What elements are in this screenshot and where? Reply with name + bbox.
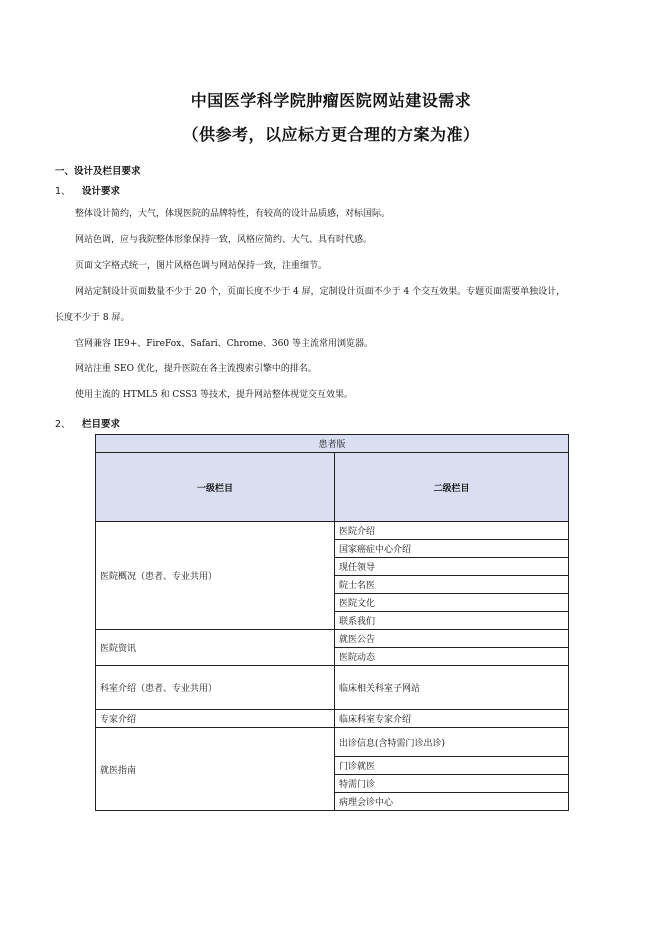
page-title: 中国医学科学院肿瘤医院网站建设需求	[190, 91, 472, 110]
subsection-title: 设计要求	[82, 186, 121, 197]
subsection-title: 栏目要求	[82, 419, 121, 430]
secondary-column-cell: 现任领导	[335, 558, 569, 576]
table-row	[96, 728, 569, 757]
column-table	[95, 434, 569, 811]
secondary-column-cell: 医院介绍	[335, 522, 569, 540]
paragraph: 官网兼容 IE9+、FireFox、Safari、Chrome、360 等主流常用浏览器。	[75, 339, 373, 349]
paragraph: 使用主流的 HTML5 和 CSS3 等技术，提升网站整体视觉交互效果。	[75, 390, 353, 400]
table-row	[96, 710, 569, 728]
paragraph: 网站色调，应与我院整体形象保持一致，风格应简约、大气、具有时代感。	[75, 235, 373, 245]
secondary-column-cell: 联系我们	[335, 612, 569, 630]
section-heading-design: 一、设计及栏目要求	[55, 166, 141, 177]
secondary-column-cell: 医院文化	[335, 594, 569, 612]
table-row	[96, 522, 569, 540]
secondary-column-cell: 国家癌症中心介绍	[335, 540, 569, 558]
secondary-column-cell: 临床相关科室子网站	[335, 666, 569, 710]
primary-column-cell: 科室介绍（患者、专业共用）	[96, 666, 335, 710]
table-row	[96, 630, 569, 648]
subsection-number: 2、	[55, 419, 71, 430]
subsection-design-requirements	[55, 183, 120, 197]
primary-column-cell: 就医指南	[96, 728, 335, 811]
column-header-secondary: 二级栏目	[335, 453, 569, 522]
subsection-number: 1、	[55, 186, 71, 197]
paragraph: 整体设计简约，大气，体现医院的品牌特性，有较高的设计品质感，对标国际。	[75, 209, 391, 219]
secondary-column-cell: 临床科室专家介绍	[335, 710, 569, 728]
primary-column-cell: 医院概况（患者、专业共用）	[96, 522, 335, 630]
subsection-column-requirements	[55, 416, 120, 430]
paragraph: 网站定制设计页面数量不少于 20 个，页面长度不少于 4 屏，定制设计页面不少于 4 个交互效果。专题页面需要单独设计，	[75, 287, 566, 297]
primary-column-cell: 专家介绍	[96, 710, 335, 728]
secondary-column-cell: 就医公告	[335, 630, 569, 648]
secondary-column-cell: 门诊就医	[335, 757, 569, 775]
primary-column-cell: 医院资讯	[96, 630, 335, 666]
secondary-column-cell: 特需门诊	[335, 775, 569, 793]
secondary-column-cell: 病理会诊中心	[335, 793, 569, 811]
secondary-column-cell: 医院动态	[335, 648, 569, 666]
paragraph: 网站注重 SEO 优化，提升医院在各主流搜索引擎中的排名。	[75, 364, 317, 374]
table-caption: 患者版	[96, 435, 569, 453]
column-header-primary: 一级栏目	[96, 453, 335, 522]
paragraph-continuation: 长度不少于 8 屏。	[55, 313, 130, 323]
secondary-column-cell: 出诊信息(含特需门诊出诊)	[335, 728, 569, 757]
page-subtitle: （供参考，以应标方更合理的方案为准）	[182, 125, 480, 144]
secondary-column-cell: 院士名医	[335, 576, 569, 594]
table-row	[96, 666, 569, 710]
paragraph: 页面文字格式统一，图片风格色调与网站保持一致，注重细节。	[75, 261, 328, 271]
